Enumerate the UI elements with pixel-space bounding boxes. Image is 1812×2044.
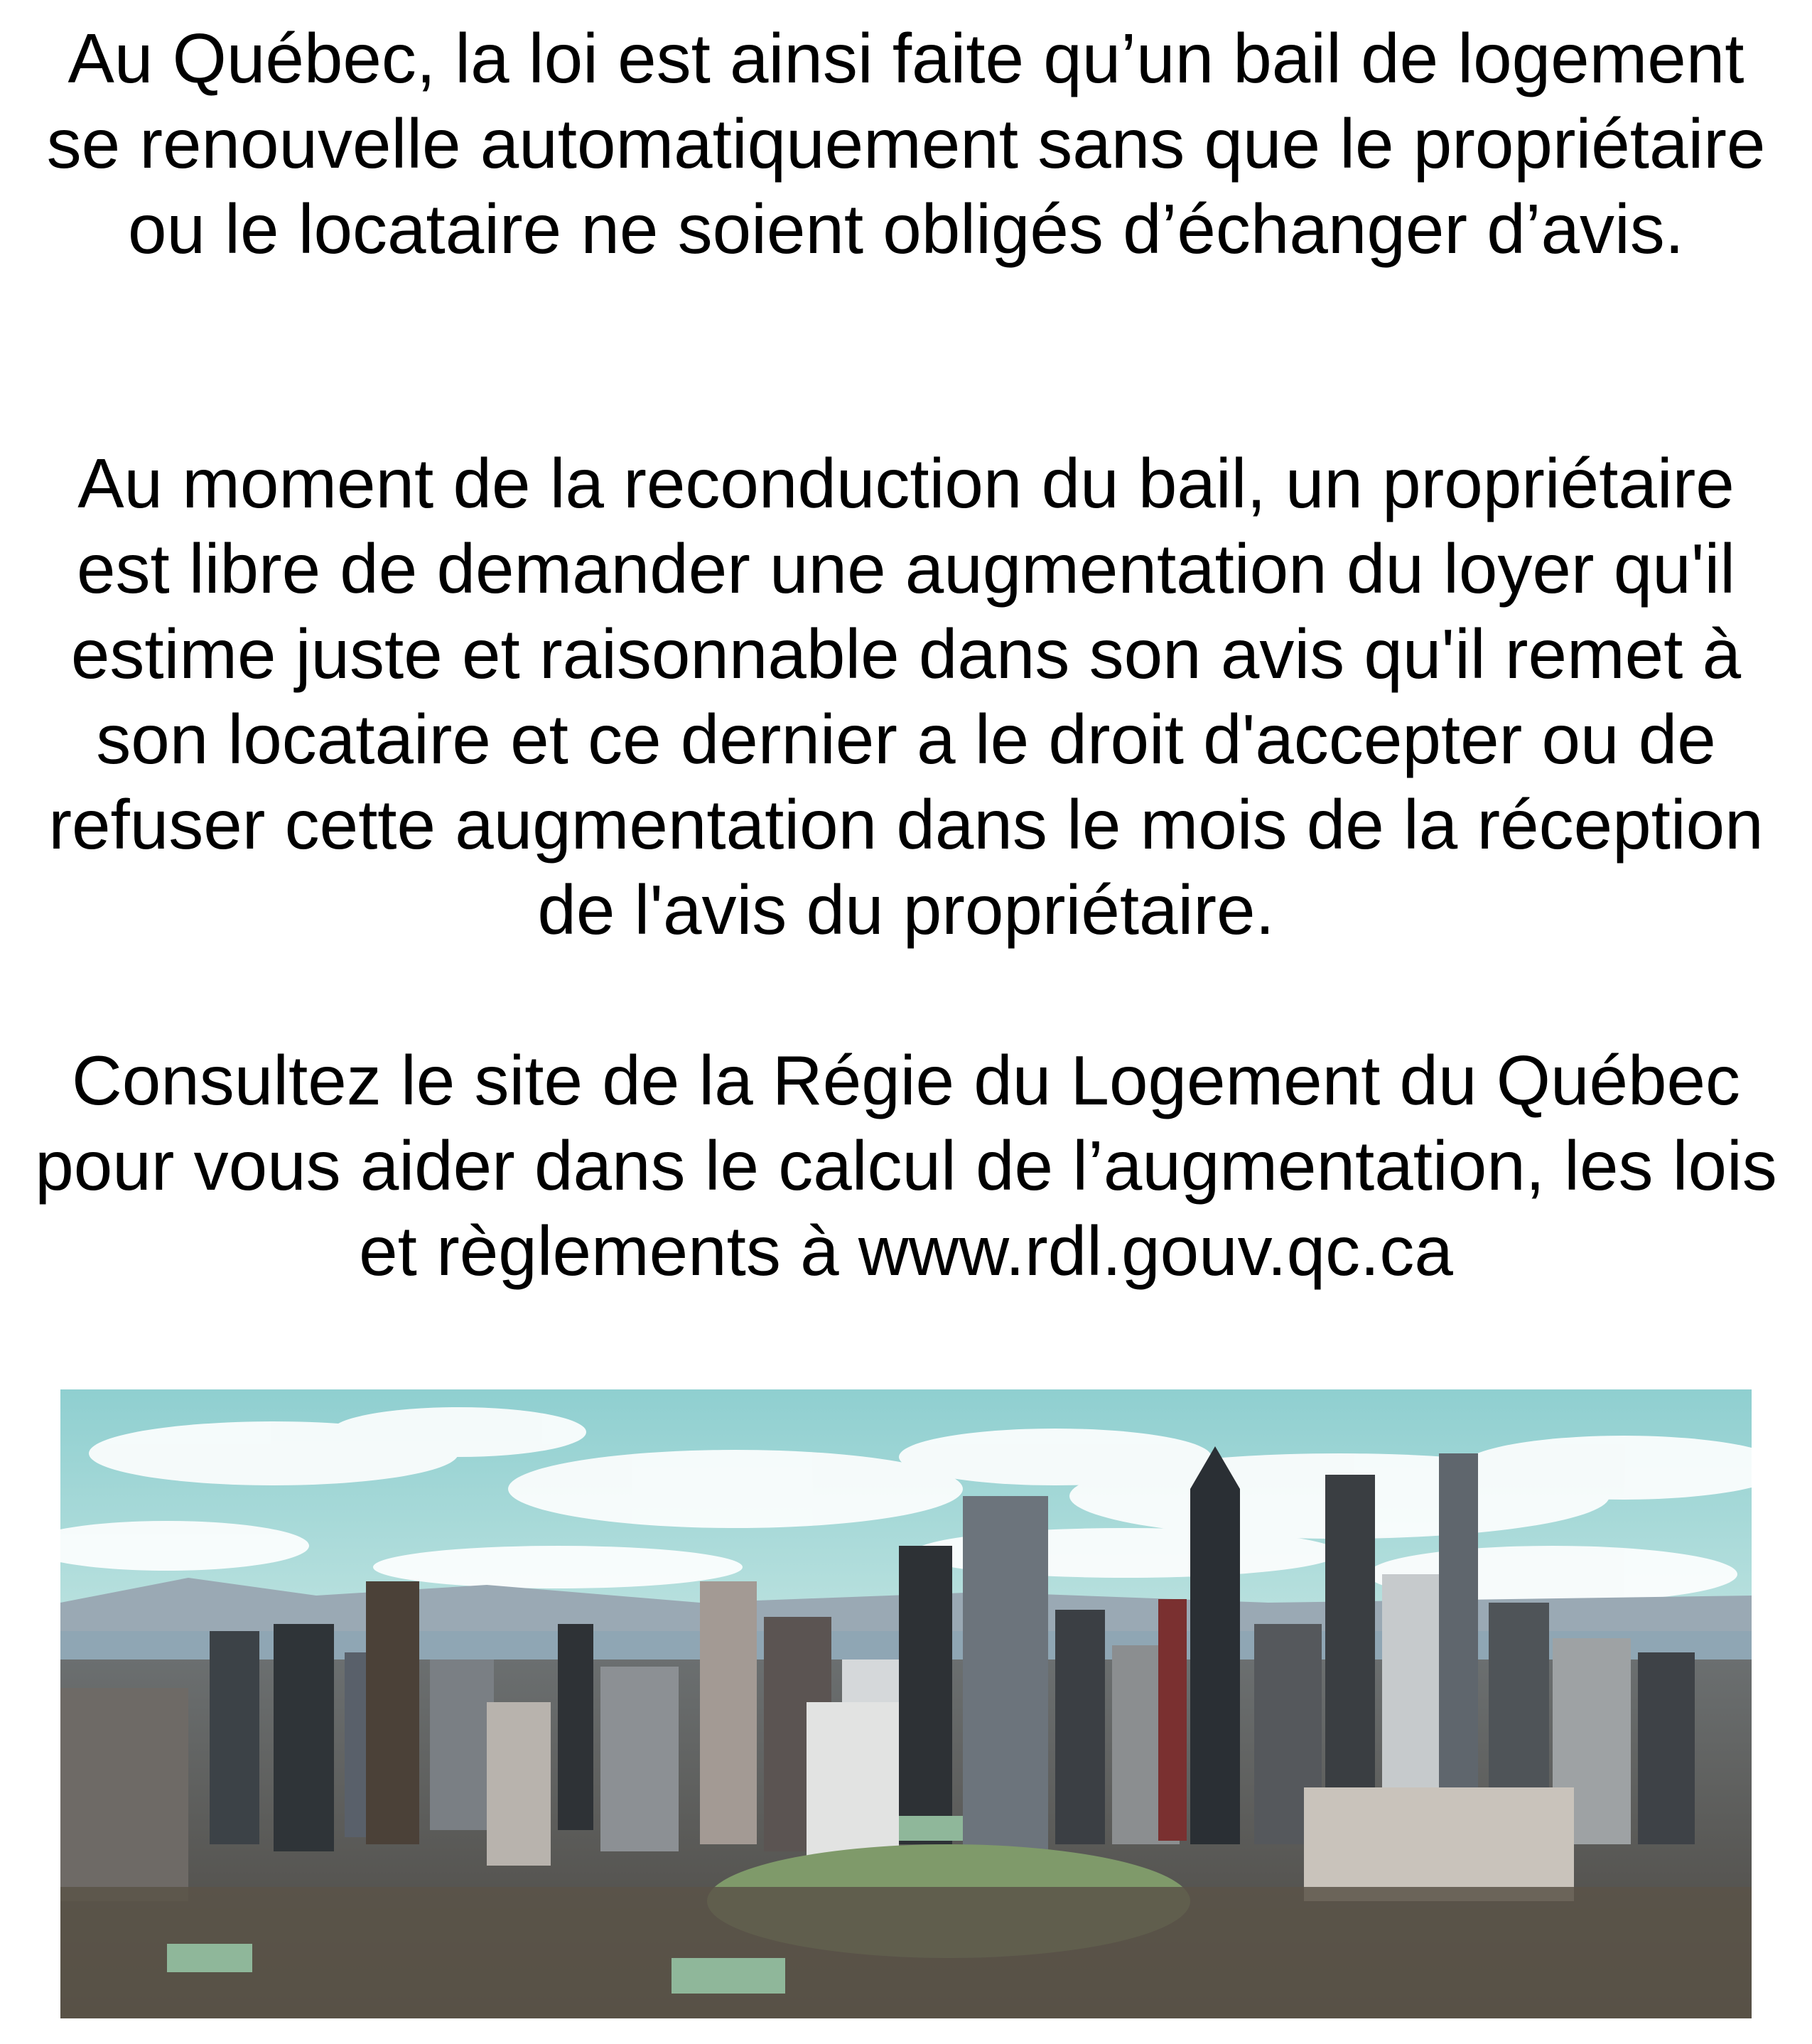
paragraph-lease-renewal: Au Québec, la loi est ainsi faite qu’un bail de logement se renouvelle automatiquement sans que le propriétaire ou le locataire ne soient obligés d’échanger d’avis. [46,19,1766,268]
montreal-skyline-photo [60,1389,1752,2018]
paragraph-rdl-website: Consultez le site de la Régie du Logement du Québec pour vous aider dans le calcul de l’augmentation, les lois et règlements à www.rdl.gouv.qc.ca [35,1041,1777,1290]
paragraph-rent-increase: Au moment de la reconduction du bail, un propriétaire est libre de demander une augmentation du loyer qu'il estime juste et raisonnable dans son avis qu'il remet à son locataire et ce dernier a le droit d'accepter ou de refuser cette augmentation dans le mois de la réception de l'avis du propriétaire. [48,444,1764,949]
skyline-illustration [60,1389,1752,2018]
foreground-trees [60,1887,1752,2018]
